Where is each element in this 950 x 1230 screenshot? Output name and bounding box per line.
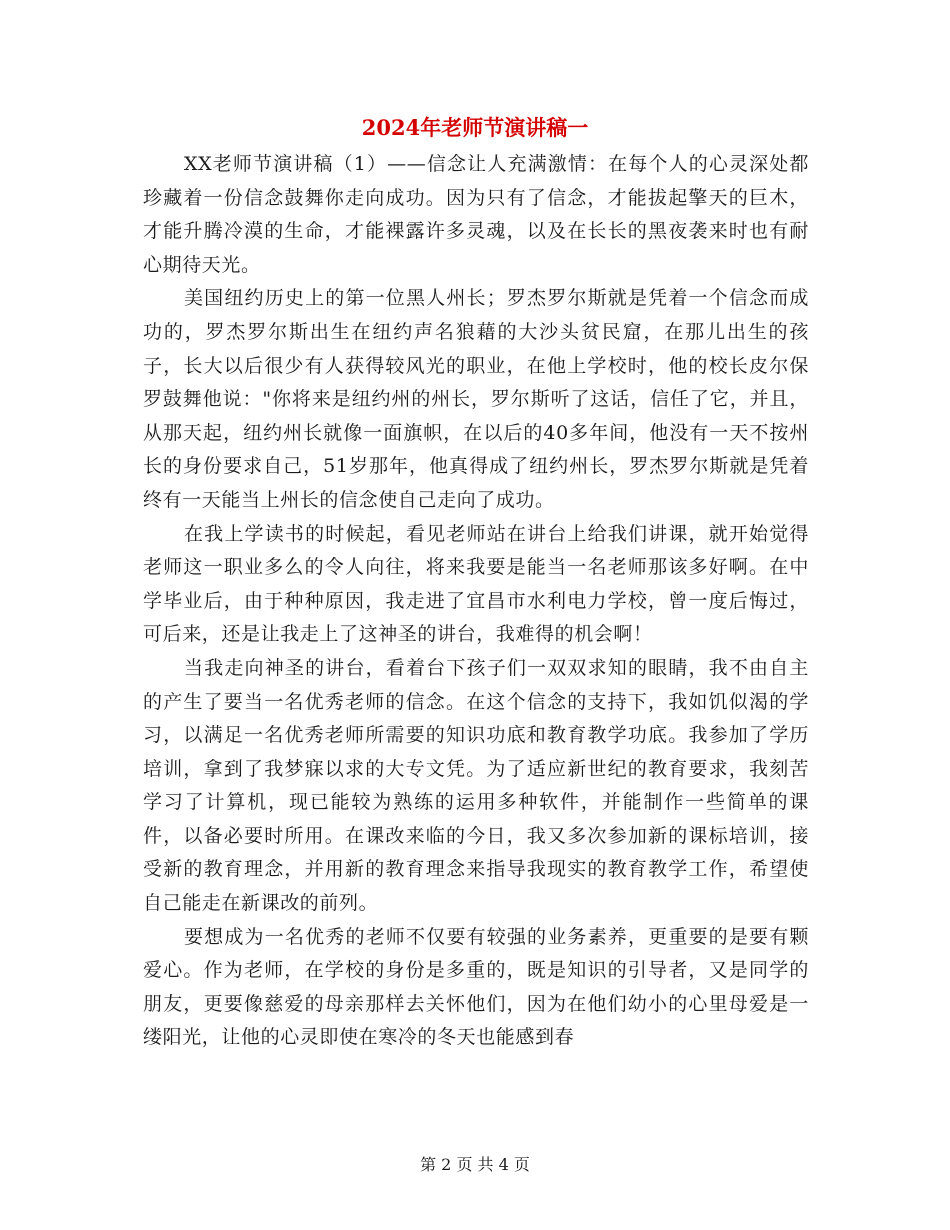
document-title: 2024年老师节演讲稿一 <box>361 115 589 140</box>
document-body <box>143 148 809 1055</box>
paragraph-3: 在我上学读书的时候起，看见老师站在讲台上给我们讲课，就开始觉得老师这一职业多么的令人向往，将来我要是能当一名老师那该多好啊。在中学毕业后，由于种种原因，我走进了宜昌市水利电力学校，曾一度后悔过，可后来，还是让我走上了这神圣的讲台，我难得的机会啊！ <box>143 522 809 646</box>
paragraph-1: XX老师节演讲稿（1）——信念让人充满激情：在每个人的心灵深处都珍藏着一份信念鼓舞你走向成功。因为只有了信念，才能拔起擎天的巨木，才能升腾冷漠的生命，才能裸露许多灵魂，以及在长长的黑夜袭来时也有耐心期待天光。 <box>143 153 809 276</box>
paragraph-5: 要想成为一名优秀的老师不仅要有较强的业务素养，更重要的是要有颗爱心。作为老师，在学校的身份是多重的，既是知识的引导者，又是同学的朋友，更要像慈爱的母亲那样去关怀他们，因为在他们幼小的心里母爱是一缕阳光，让他的心灵即使在寒冷的冬天也能感到春 <box>143 925 809 1049</box>
paragraph-2: 美国纽约历史上的第一位黑人州长；罗杰罗尔斯就是凭着一个信念而成功的，罗杰罗尔斯出生在纽约声名狼藉的大沙头贫民窟，在那儿出生的孩子，长大以后很少有人获得较风光的职业，在他上学校时，他的校长皮尔保罗鼓舞他说："你将来是纽约州的州长，罗尔斯听了这话，信任了它，并且，从那天起，纽约州长就像一面旗帜，在以后的40多年间，他没有一天不按州长的身份要求自己，51岁那年，他真得成了纽约州长，罗杰罗尔斯就是凭着终有一天能当上州长的信念使自己走向了成功。 <box>143 287 809 511</box>
page-number-footer: 第 2 页 共 4 页 <box>420 1155 530 1174</box>
paragraph-4: 当我走向神圣的讲台，看着台下孩子们一双双求知的眼睛，我不由自主的产生了要当一名优秀老师的信念。在这个信念的支持下，我如饥似渴的学习，以满足一名优秀老师所需要的知识功底和教育教学功底。我参加了学历培训，拿到了我梦寐以求的大专文凭。为了适应新世纪的教育要求，我刻苦学习了计算机，现已能较为熟练的运用多种软件，并能制作一些简单的课件，以备必要时所用。在课改来临的今日，我又多次参加新的课标培训，接受新的教育理念，并用新的教育理念来指导我现实的教育教学工作，希望使自己能走在新课改的前列。 <box>143 656 809 915</box>
